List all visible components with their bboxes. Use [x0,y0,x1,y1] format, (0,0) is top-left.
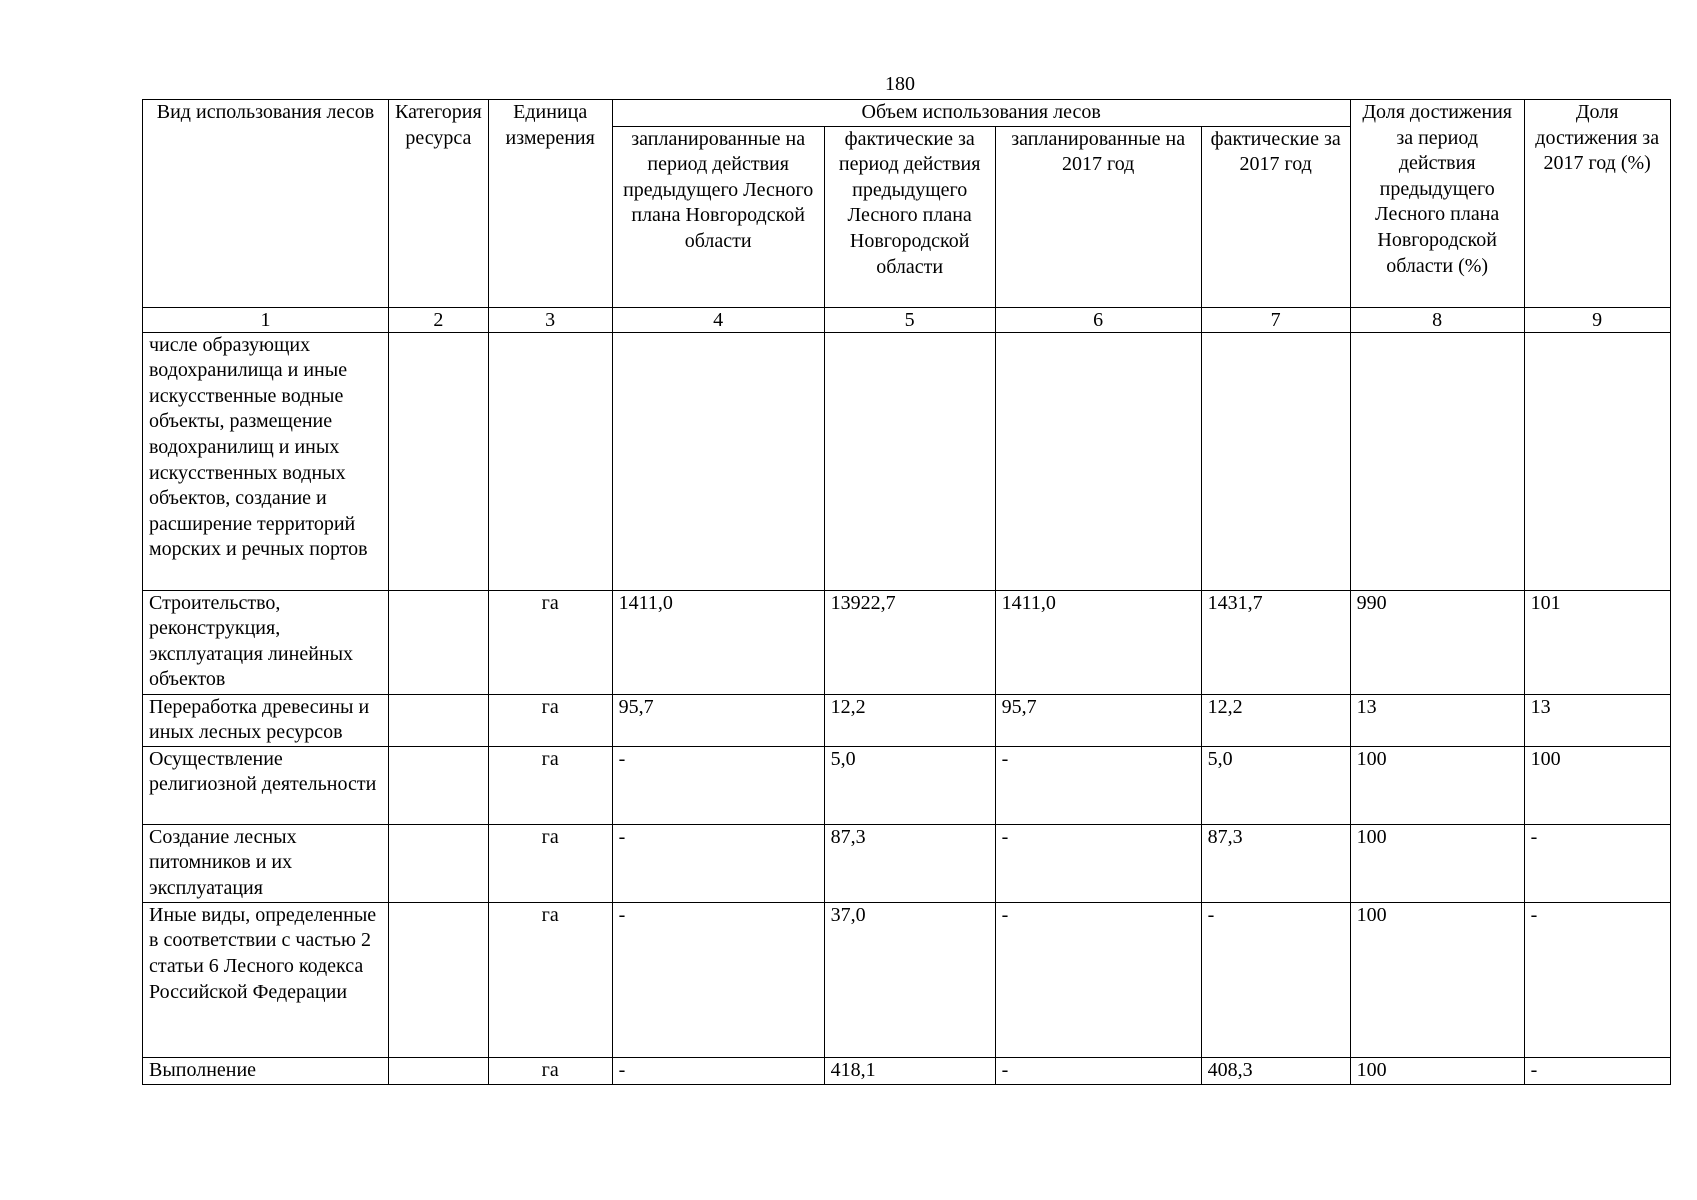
row-c4: - [612,824,824,902]
header-col6: запланированные на 2017 год [995,126,1201,307]
row-c5: 87,3 [824,824,995,902]
row-c5: 5,0 [824,746,995,824]
header-col4: запланированные на период действия предыдущего Лесного плана Новгородской области [612,126,824,307]
row-c6 [995,332,1201,590]
row-c8: 100 [1350,746,1524,824]
row-c9: - [1524,902,1670,1057]
row-unit: га [488,590,612,694]
row-c6: - [995,746,1201,824]
row-c6: 95,7 [995,694,1201,746]
row-name: Переработка древесины и иных лесных ресурсов [143,694,389,746]
row-unit [488,332,612,590]
row-c7: 1431,7 [1201,590,1350,694]
header-col3: Единица измерения [488,100,612,308]
row-c7: 12,2 [1201,694,1350,746]
header-col7: фактические за 2017 год [1201,126,1350,307]
header-col8: Доля достижения за период действия предыдущего Лесного плана Новгородской области (%) [1350,100,1524,308]
row-c7 [1201,332,1350,590]
column-number: 3 [488,307,612,332]
row-c4: 1411,0 [612,590,824,694]
row-category [389,332,489,590]
row-unit: га [488,694,612,746]
row-c9: - [1524,1057,1670,1084]
column-number: 4 [612,307,824,332]
header-col5: фактические за период действия предыдущего Лесного плана Новгородской области [824,126,995,307]
row-name: Выполнение [143,1057,389,1084]
column-number: 2 [389,307,489,332]
row-unit: га [488,1057,612,1084]
row-c8: 13 [1350,694,1524,746]
row-c7: 408,3 [1201,1057,1350,1084]
row-c5: 12,2 [824,694,995,746]
row-c5: 418,1 [824,1057,995,1084]
row-c8: 100 [1350,824,1524,902]
row-c8: 100 [1350,902,1524,1057]
row-c8: 100 [1350,1057,1524,1084]
row-c6: 1411,0 [995,590,1201,694]
table-row [143,332,1671,590]
row-name: Создание лесных питомников и их эксплуатация [143,824,389,902]
row-c7: - [1201,902,1350,1057]
table-row [143,694,1671,746]
table-row [143,1057,1671,1084]
row-c4: 95,7 [612,694,824,746]
row-name: Иные виды, определенные в соответствии с частью 2 статьи 6 Лесного кодекса Российской Федерации [143,902,389,1057]
row-c5: 13922,7 [824,590,995,694]
row-c7: 5,0 [1201,746,1350,824]
row-c9 [1524,332,1670,590]
row-c4: - [612,1057,824,1084]
row-c6: - [995,902,1201,1057]
row-category [389,824,489,902]
forest-use-table [142,99,1671,1085]
row-category [389,746,489,824]
column-number: 9 [1524,307,1670,332]
row-category [389,902,489,1057]
row-unit: га [488,902,612,1057]
row-c9: - [1524,824,1670,902]
row-category [389,1057,489,1084]
row-name: Осуществление религиозной деятельности [143,746,389,824]
row-c9: 100 [1524,746,1670,824]
column-number: 7 [1201,307,1350,332]
table-row [143,824,1671,902]
row-c9: 101 [1524,590,1670,694]
table-row [143,590,1671,694]
row-c5: 37,0 [824,902,995,1057]
column-number-row [143,307,1671,332]
table-row [143,746,1671,824]
column-number: 5 [824,307,995,332]
header-col1: Вид использования лесов [143,100,389,308]
row-name: Строительство, реконструкция, эксплуатация линейных объектов [143,590,389,694]
column-number: 6 [995,307,1201,332]
row-c6: - [995,1057,1201,1084]
column-number: 8 [1350,307,1524,332]
row-c4: - [612,746,824,824]
table-row [143,902,1671,1057]
header-group: Объем использования лесов [612,100,1350,127]
row-category [389,590,489,694]
row-name: числе образующих водохранилища и иные искусственные водные объекты, размещение водохранилищ и иных искусственных водных объектов, создание и расширение территорий морских и речных портов [143,332,389,590]
header-col9: Доля достижения за 2017 год (%) [1524,100,1670,308]
row-c5 [824,332,995,590]
row-c7: 87,3 [1201,824,1350,902]
page-number: 180 [885,73,915,95]
row-c9: 13 [1524,694,1670,746]
row-c8 [1350,332,1524,590]
row-c8: 990 [1350,590,1524,694]
row-unit: га [488,746,612,824]
row-unit: га [488,824,612,902]
row-c4 [612,332,824,590]
column-number: 1 [143,307,389,332]
row-c6: - [995,824,1201,902]
header-col2: Категория ресурса [389,100,489,308]
row-c4: - [612,902,824,1057]
row-category [389,694,489,746]
